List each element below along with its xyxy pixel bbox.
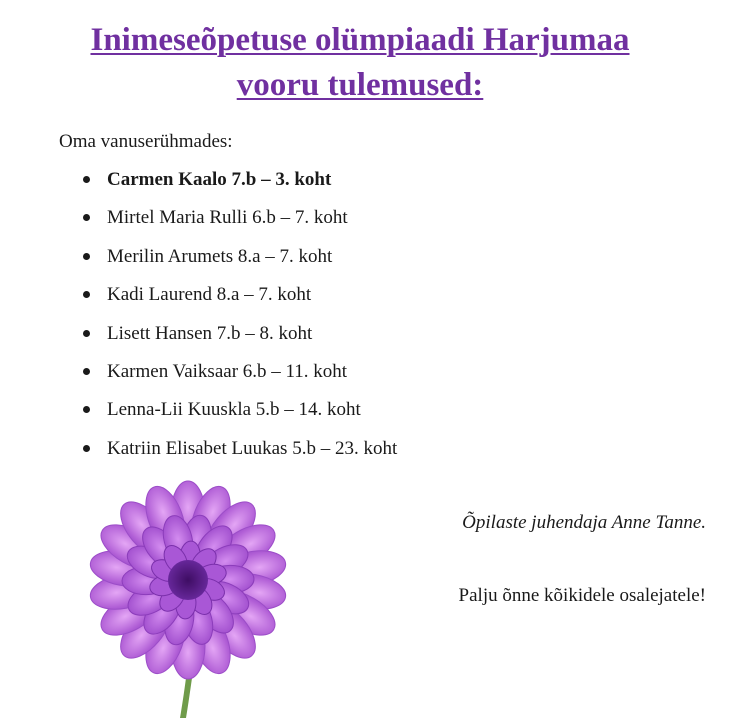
bullet-icon xyxy=(83,214,90,221)
result-text: Lisett Hansen 7.b – 8. koht xyxy=(107,322,313,344)
result-text: Lenna-Lii Kuuskla 5.b – 14. koht xyxy=(107,399,361,421)
dahlia-flower-icon xyxy=(68,478,308,718)
list-item xyxy=(0,206,397,244)
result-text: Karmen Vaiksaar 6.b – 11. koht xyxy=(107,360,348,382)
list-item xyxy=(0,168,397,206)
result-text: Merilin Arumets 8.a – 7. koht xyxy=(107,245,333,267)
result-text: Mirtel Maria Rulli 6.b – 7. koht xyxy=(107,207,348,229)
intro-text: Oma vanuserühmades: xyxy=(59,131,233,152)
bullet-icon xyxy=(83,291,90,298)
supervisor-note: Õpilaste juhendaja Anne Tanne. xyxy=(462,512,706,533)
bullet-icon xyxy=(83,176,90,183)
bullet-icon xyxy=(83,406,90,413)
list-item xyxy=(0,322,397,360)
page-title-line-1: Inimeseõpetuse olümpiaadi Harjumaa xyxy=(90,22,630,58)
page-title-line-2: vooru tulemused: xyxy=(236,67,484,103)
bullet-icon xyxy=(83,445,90,452)
result-text: Carmen Kaalo 7.b – 3. koht xyxy=(107,169,332,190)
list-item xyxy=(0,398,397,436)
list-item xyxy=(0,283,397,321)
flower-center xyxy=(168,560,208,600)
bullet-icon xyxy=(83,368,90,375)
list-item xyxy=(0,437,397,475)
list-item xyxy=(0,360,397,398)
flower-stem xyxy=(180,678,192,718)
bullet-icon xyxy=(83,253,90,260)
page-title xyxy=(0,18,720,108)
congratulations-note: Palju õnne kõikidele osalejatele! xyxy=(458,585,706,606)
bullet-icon xyxy=(83,330,90,337)
results-list xyxy=(0,168,397,475)
result-text: Kadi Laurend 8.a – 7. koht xyxy=(107,284,312,306)
result-text: Katriin Elisabet Luukas 5.b – 23. koht xyxy=(107,437,398,459)
list-item xyxy=(0,245,397,283)
